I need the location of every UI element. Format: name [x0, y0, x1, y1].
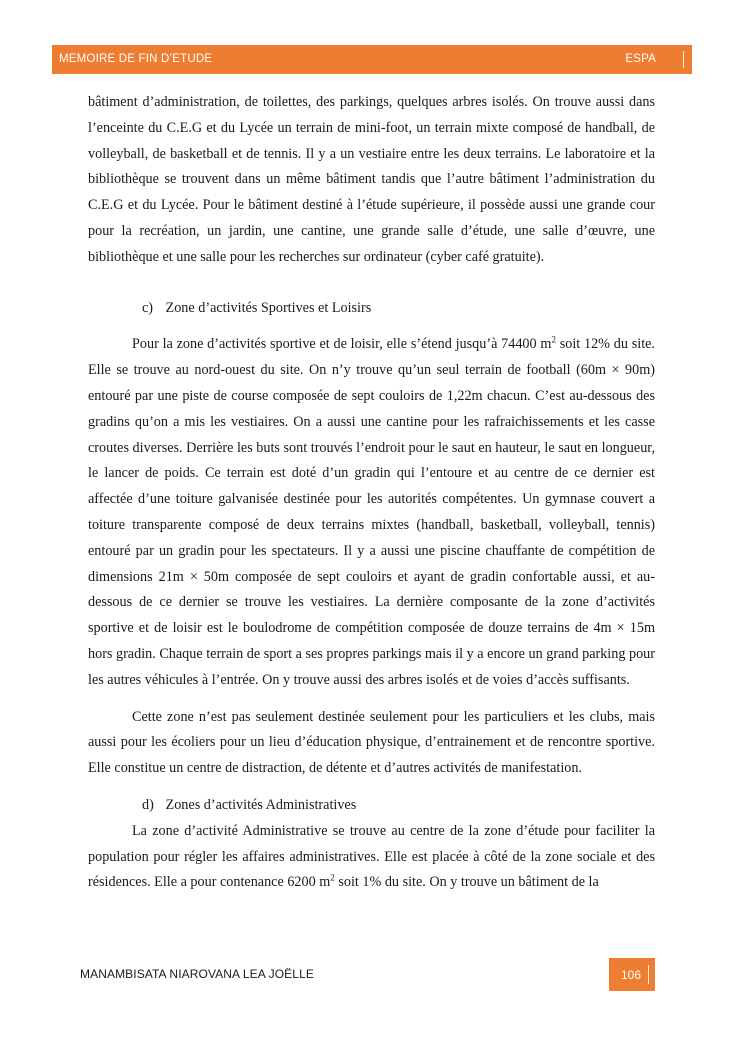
- paragraph-continuation: bâtiment d’administration, de toilettes, des parkings, quelques arbres isolés. On trouve aussi dans l’enceinte du C.E.G et du Lycée un terrain de mini-foot, un terrain mixte composé de handball, de volleyball, de basketball et de tennis. Il y a un vestiaire entre les deux terrains. Le laboratoire et la bibliothèque se trouvent dans un même bâtiment tandis que l’autre bâtiment l’administration du C.E.G et du Lycée. Pour le bâtiment destiné à l’étude supérieure, il possède aussi une grande cour pour la recréation, un jardin, une cantine, une grande salle d’étude, une salle d’œuvre, une bibliothèque et une salle pour les recherches sur ordinateur (cyber café gratuite).: [88, 94, 655, 265]
- text-run: La zone d’activité Administrative se trouve au centre de la zone d’étude pour faciliter la population pour régler les affaires administratives. Elle est placée à côté de la zone sociale et des résidences. Elle a pour contenance 6200 m: [88, 822, 655, 891]
- superscript: 2: [551, 334, 556, 345]
- section-heading-d: [88, 793, 655, 819]
- document-body: [88, 90, 655, 896]
- text-run: Pour la zone d’activités sportive et de loisir, elle s’étend jusqu’à 74400 m: [132, 336, 552, 353]
- paragraph-zone-purpose: Cette zone n’est pas seulement destinée seulement pour les particuliers et les clubs, mais aussi pour les écoliers pour un lieu d’éducation physique, d’entrainement et de rencontre sportive. Elle constitue un centre de distraction, de détente et d’autres activités de manifestation.: [88, 708, 655, 777]
- header-divider: [683, 51, 684, 68]
- footer-author: MANAMBISATA NIAROVANA LEA JOËLLE: [80, 967, 314, 981]
- page-header: [52, 45, 692, 74]
- paragraph-admin-zone: [88, 819, 655, 896]
- heading-title: Zone d’activités Sportives et Loisirs: [165, 299, 372, 316]
- page-number-divider: [648, 965, 649, 984]
- heading-marker: d): [142, 796, 154, 813]
- header-school: ESPA: [625, 53, 656, 65]
- header-title: MEMOIRE DE FIN D’ETUDE: [59, 53, 213, 65]
- heading-title: Zones d’activités Administratives: [165, 796, 357, 813]
- heading-marker: c): [142, 299, 154, 316]
- section-heading-c: [88, 296, 655, 322]
- page-number: 106: [620, 968, 642, 982]
- page-number-box: [609, 958, 655, 991]
- paragraph-sport-zone: [88, 332, 655, 693]
- superscript: 2: [330, 872, 335, 883]
- text-run: soit 12% du site. Elle se trouve au nord-ouest du site. On n’y trouve qu’un seul terrain de football (60m × 90m) entouré par une piste de course composée de sept couloirs de 1,22m chacun. C’est au-dessous des gradins qu’on a mis les vestiaires. On a aussi une cantine pour les rafraichissements et les casse croutes diverses. Derrière les buts sont trouvés l’endroit pour le saut en hauteur, le saut en longueur, le lancer de poids. Ce terrain est doté d’un gradin qui l’entoure et au centre de ce dernier est affectée d’une toiture galvanisée destinée pour les autorités compétentes. Un gymnase couvert a toiture transparente composé de deux terrains mixtes (handball, basketball, volleyball, tennis) entouré par un gradin pour les spectateurs. Il y a aussi une piscine chauffante de compétition de dimensions 21m × 50m composée de sept couloirs et ayant de gradin confortable aussi, et au-dessous de ce dernier se trouve les vestiaires. La dernière composante de la zone d’activités sportive et de loisir est le boulodrome de compétition composée de douze terrains de 4m × 15m hors gradin. Chaque terrain de sport a ses propres parkings mais il y a encore un grand parking pour les autres véhicules à l’entrée. On y trouve aussi des arbres isolés et de voies d’accès suffisants.: [88, 336, 655, 688]
- text-run: soit 1% du site. On y trouve un bâtiment de la: [334, 874, 599, 891]
